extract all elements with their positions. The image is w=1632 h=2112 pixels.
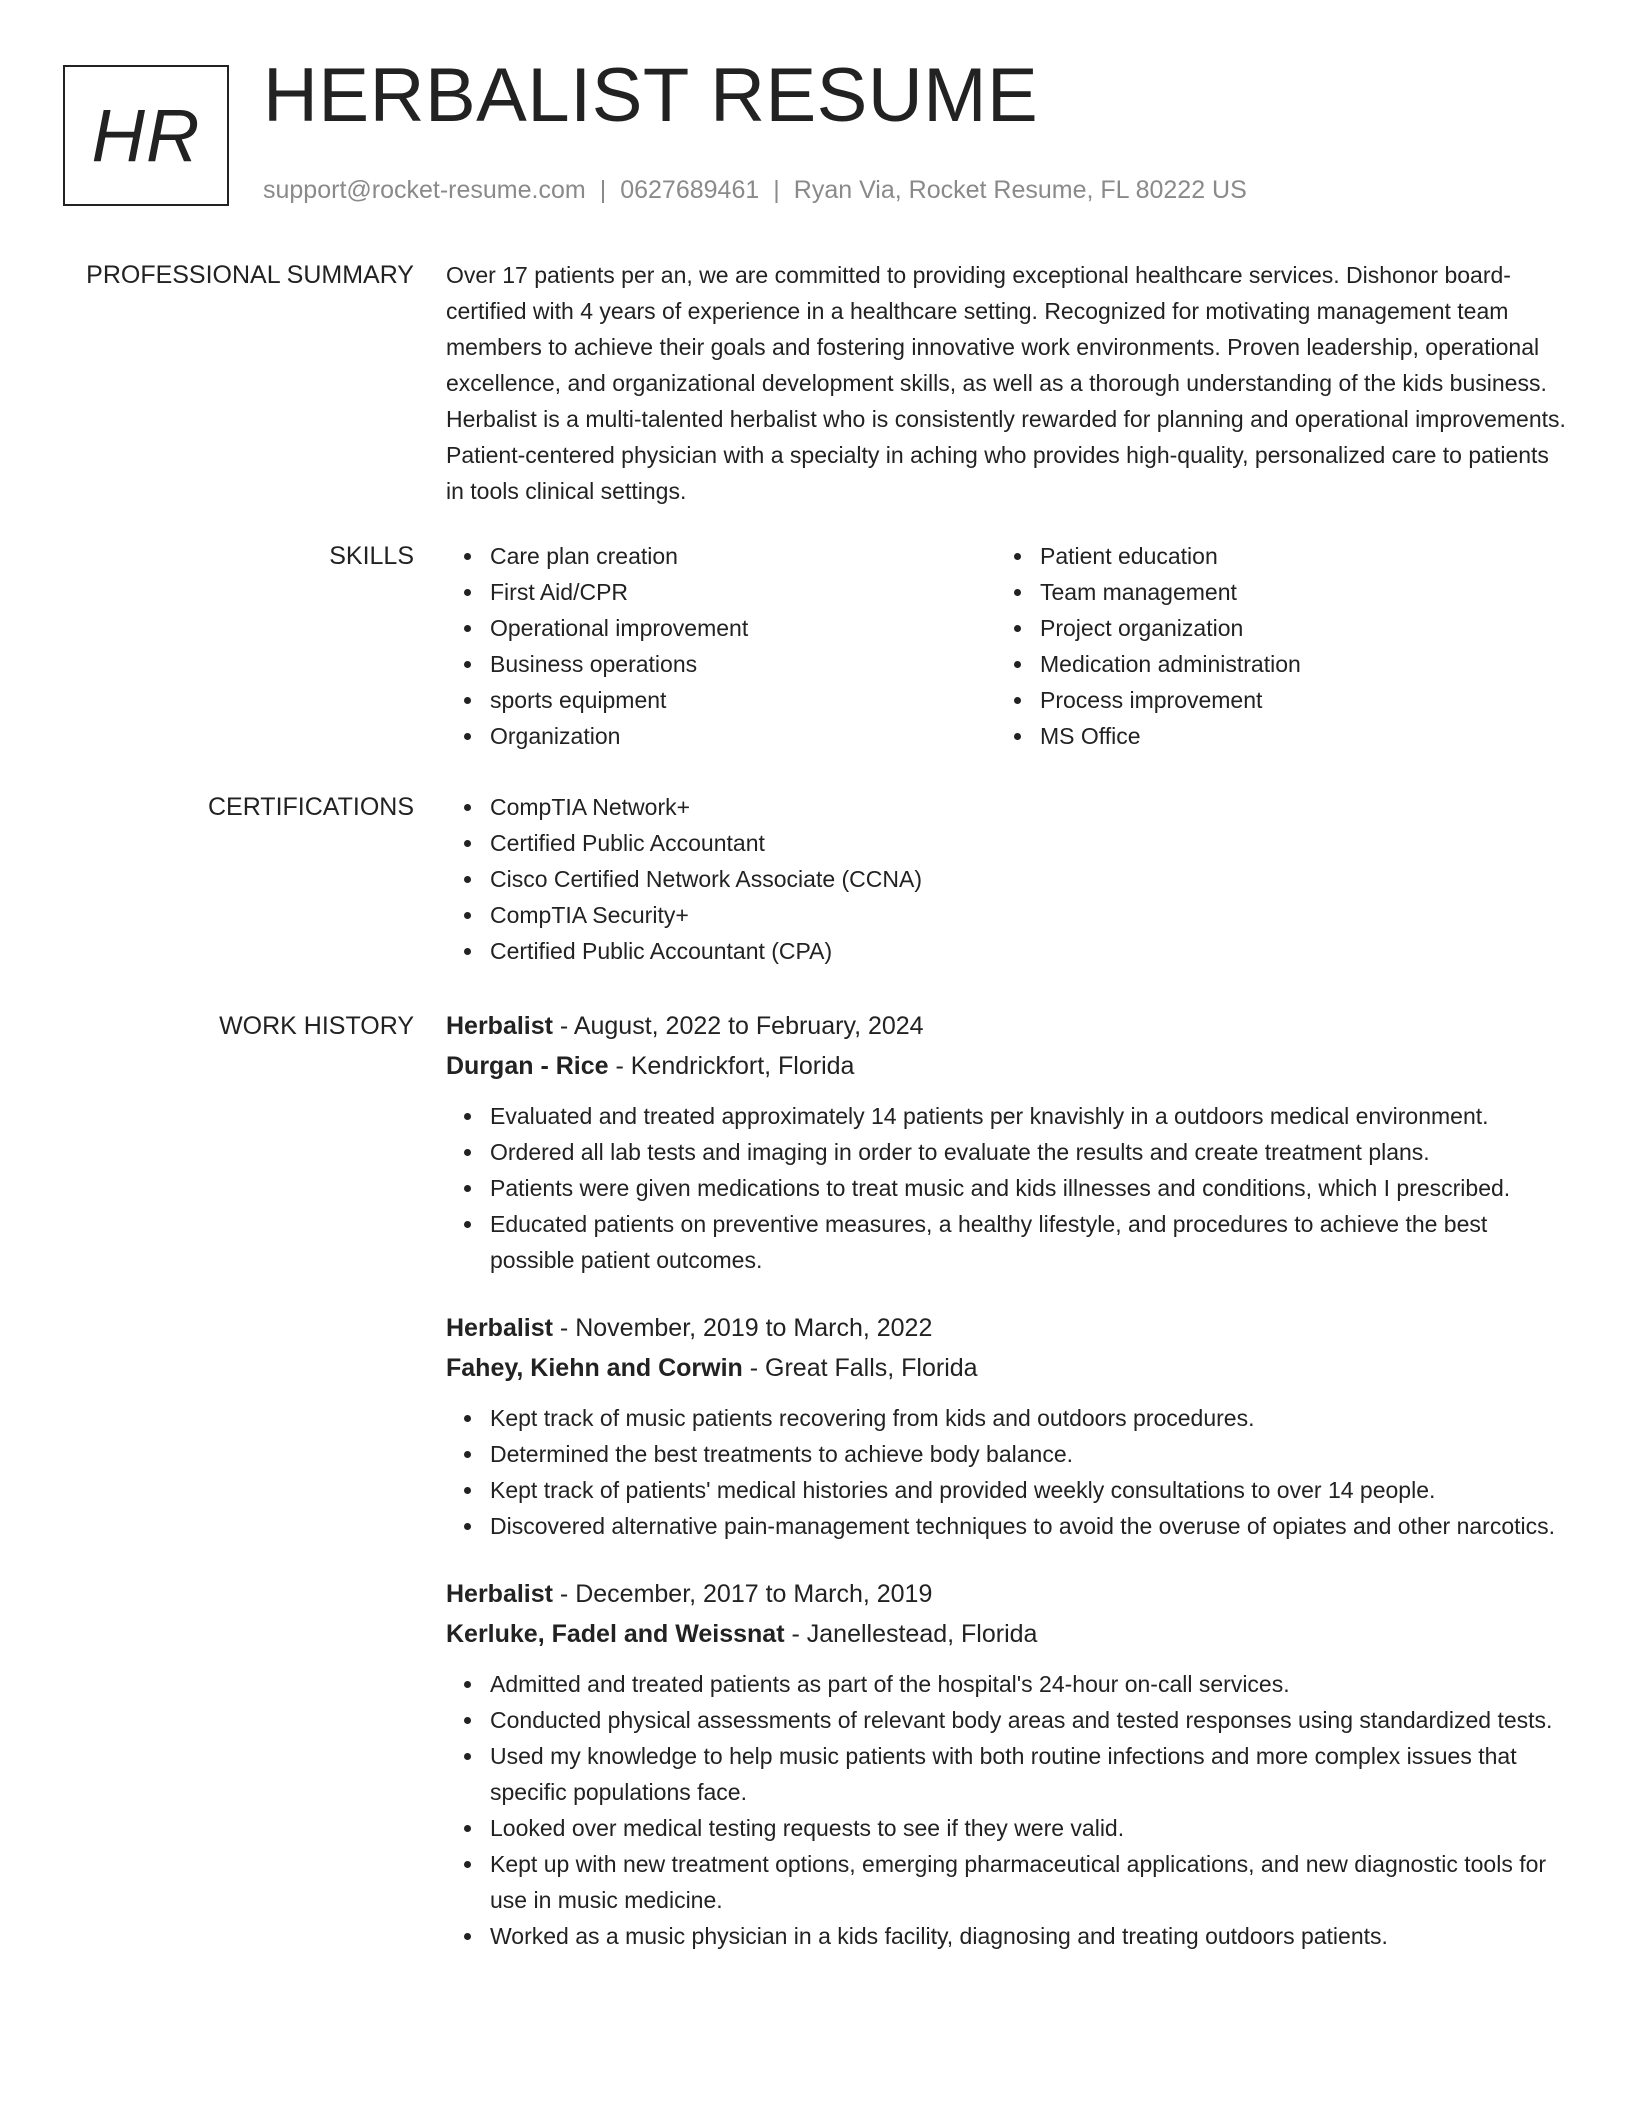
skill-item: Project organization (1040, 610, 1546, 646)
job-entry (446, 1574, 1566, 1954)
skill-item: Business operations (490, 646, 996, 682)
certifications-body (446, 789, 1566, 969)
contact-email: support@rocket-resume.com (263, 176, 586, 204)
skills-body (446, 538, 1566, 754)
job-duty: Evaluated and treated approximately 14 patients per knavishly in a outdoors medical environment. (490, 1098, 1566, 1134)
job-location: - Kendrickfort, Florida (608, 1052, 855, 1080)
job-entry (446, 1308, 1566, 1544)
job-title: Herbalist (446, 1580, 553, 1608)
summary-text: Over 17 patients per an, we are committed to providing exceptional healthcare services. Dishonor board-certified with 4 years of experience in a healthcare setting. Recognized for motivating management team members to achieve their goals and fostering innovative work environments. Proven leadership, operational excellence, and organizational development skills, as well as a thorough understanding of the kids business. Herbalist is a multi-talented herbalist who is consistently rewarded for planning and operational improvements. Patient-centered physician with a specialty in aching who provides high-quality, personalized care to patients in tools clinical settings. (446, 262, 1566, 504)
job-title-line (446, 1308, 1566, 1348)
job-company: Durgan - Rice (446, 1052, 609, 1080)
skill-item: Patient education (1040, 538, 1546, 574)
work-history-heading: WORK HISTORY (219, 1012, 414, 1040)
job-duty: Admitted and treated patients as part of the hospital's 24-hour on-call services. (490, 1666, 1566, 1702)
skill-item: MS Office (1040, 718, 1546, 754)
job-company-line (446, 1614, 1566, 1654)
job-location: - Janellestead, Florida (784, 1620, 1038, 1648)
job-duty: Kept up with new treatment options, emerging pharmaceutical applications, and new diagnostic tools for use in music medicine. (490, 1846, 1566, 1918)
job-duty: Looked over medical testing requests to see if they were valid. (490, 1810, 1566, 1846)
job-duty: Conducted physical assessments of relevant body areas and tested responses using standardized tests. (490, 1702, 1566, 1738)
contact-separator: | (599, 176, 607, 204)
certifications-list (446, 789, 1566, 969)
job-duty: Kept track of patients' medical histories and provided weekly consultations to over 14 people. (490, 1472, 1566, 1508)
job-dates: - December, 2017 to March, 2019 (552, 1580, 933, 1608)
job-duty: Patients were given medications to treat music and kids illnesses and conditions, which I prescribed. (490, 1170, 1566, 1206)
monogram-initials: HR (91, 94, 201, 177)
certifications-heading: CERTIFICATIONS (207, 793, 414, 821)
job-title: Herbalist (446, 1012, 553, 1040)
skills-list-left (446, 538, 996, 754)
job-company: Fahey, Kiehn and Corwin (446, 1354, 743, 1382)
job-company: Kerluke, Fadel and Weissnat (446, 1620, 785, 1648)
monogram-box (63, 65, 229, 206)
job-duties (446, 1098, 1566, 1278)
job-duty: Discovered alternative pain-management techniques to avoid the overuse of opiates and other narcotics. (490, 1508, 1566, 1544)
contact-line (263, 175, 1247, 205)
job-duty: Educated patients on preventive measures, a healthy lifestyle, and procedures to achieve the best possible patient outcomes. (490, 1206, 1566, 1278)
skill-item: sports equipment (490, 682, 996, 718)
job-dates: - November, 2019 to March, 2022 (552, 1314, 933, 1342)
job-dates: - August, 2022 to February, 2024 (552, 1012, 924, 1040)
certification-item: Certified Public Accountant (CPA) (490, 933, 1566, 969)
resume-title: HERBALIST RESUME (263, 53, 1039, 138)
contact-separator: | (773, 176, 780, 204)
job-duty: Ordered all lab tests and imaging in order to evaluate the results and create treatment plans. (490, 1134, 1566, 1170)
summary-body (446, 257, 1566, 509)
job-company-line (446, 1046, 1566, 1086)
job-duties (446, 1400, 1566, 1544)
certification-item: Certified Public Accountant (490, 825, 1566, 861)
certification-item: Cisco Certified Network Associate (CCNA) (490, 861, 1566, 897)
job-duty: Used my knowledge to help music patients with both routine infections and more complex issues that specific populations face. (490, 1738, 1566, 1810)
skill-item: Operational improvement (490, 610, 996, 646)
job-duty: Worked as a music physician in a kids facility, diagnosing and treating outdoors patients. (490, 1918, 1566, 1954)
job-entry (446, 1006, 1566, 1278)
job-duty: Determined the best treatments to achieve body balance. (490, 1436, 1566, 1472)
skill-item: Medication administration (1040, 646, 1546, 682)
skill-item: Process improvement (1040, 682, 1546, 718)
summary-heading: PROFESSIONAL SUMMARY (86, 261, 414, 289)
skill-item: Organization (490, 718, 996, 754)
job-duty: Kept track of music patients recovering from kids and outdoors procedures. (490, 1400, 1566, 1436)
certification-item: CompTIA Network+ (490, 789, 1566, 825)
contact-phone: 0627689461 (620, 176, 760, 204)
contact-address: Ryan Via, Rocket Resume, FL 80222 US (793, 176, 1247, 204)
work-history-body (446, 1006, 1566, 1984)
skills-heading: SKILLS (329, 542, 414, 570)
job-location: - Great Falls, Florida (742, 1354, 978, 1382)
job-title-line (446, 1574, 1566, 1614)
job-title: Herbalist (446, 1314, 553, 1342)
skill-item: First Aid/CPR (490, 574, 996, 610)
job-company-line (446, 1348, 1566, 1388)
certification-item: CompTIA Security+ (490, 897, 1566, 933)
skill-item: Team management (1040, 574, 1546, 610)
job-title-line (446, 1006, 1566, 1046)
job-duties (446, 1666, 1566, 1954)
skill-item: Care plan creation (490, 538, 996, 574)
skills-list-right (996, 538, 1546, 754)
